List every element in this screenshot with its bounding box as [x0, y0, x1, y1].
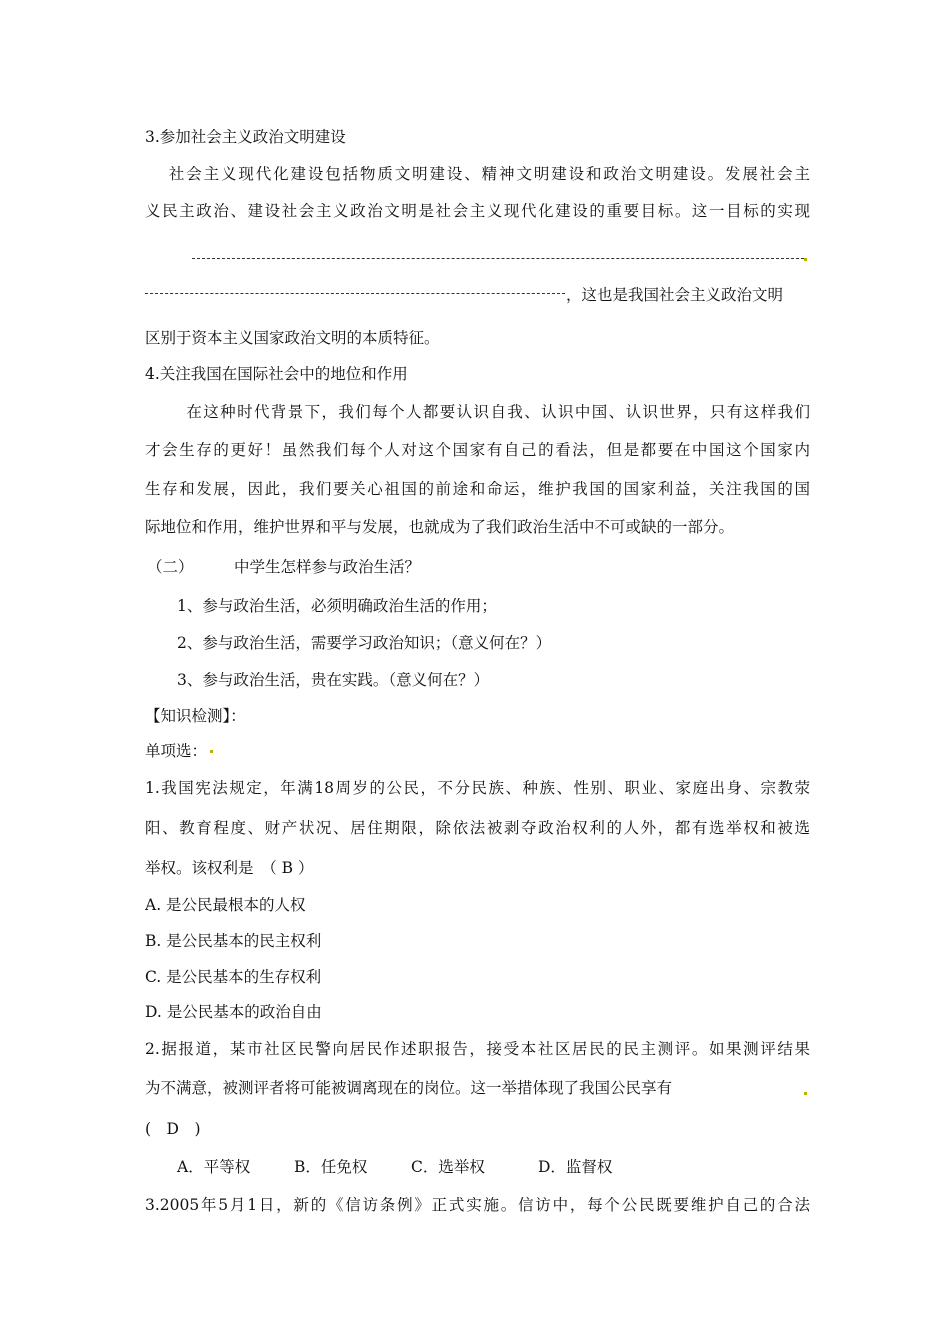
q3-line1: 3.2005年5月1日，新的《信访条例》正式实施。信访中，每个公民既要维护自己的合法	[145, 1196, 810, 1214]
q1-line1: 1.我国宪法规定，年满18周岁的公民，不分民族、种族、性别、职业、家庭出身、宗教荥	[145, 779, 810, 797]
q2-line2: 为不满意，被测评者将可能被调离现在的岗位。这一举措体现了我国公民享有	[145, 1079, 673, 1097]
q2-option-d: D．监督权	[538, 1158, 613, 1176]
section3-para-line5: 区别于资本主义国家政治文明的本质特征。	[145, 329, 440, 347]
section4-para-line1-text: 在这种时代背景下，我们每个人都要认识自我、认识中国、认识世界，只有这样我们	[185, 403, 810, 421]
q2-line1: 2.据报道，某市社区民警向居民作述职报告，接受本社区居民的民主测评。如果测评结果	[145, 1040, 810, 1058]
section4-heading: 4.关注我国在国际社会中的地位和作用	[145, 365, 408, 383]
marker-dot	[804, 258, 807, 261]
q1-option-d: D. 是公民基本的政治自由	[145, 1003, 322, 1021]
part2-item-1: 1、参与政治生活，必须明确政治生活的作用；	[177, 597, 497, 615]
q1-line2: 阳、教育程度、财产状况、居住期限，除依法被剥夺政治权利的人外，都有选举权和被选	[145, 819, 810, 837]
part2-label: （二）	[147, 558, 194, 576]
section4-para-line2: 才会生存的更好！虽然我们每个人对这个国家有自己的看法，但是都要在中国这个国家内	[145, 441, 810, 459]
part2-item-3: 3、参与政治生活，贵在实践。（意义何在？）	[177, 671, 490, 689]
q1-option-b: B. 是公民基本的民主权利	[145, 932, 322, 950]
q2-option-a: A．平等权	[177, 1158, 251, 1176]
q1-option-a: A. 是公民最根本的人权	[145, 896, 306, 914]
part2-item-2: 2、参与政治生活，需要学习政治知识；（意义何在？）	[177, 634, 552, 652]
fill-blank-line-2	[145, 293, 565, 294]
section3-para-line4-tail: ，这也是我国社会主义政治文明	[566, 286, 784, 304]
section3-heading: 3.参加社会主义政治文明建设	[145, 128, 346, 146]
section3-para-line1-text: 社会主义现代化建设包括物质文明建设、精神文明建设和政治文明建设。发展社会主	[167, 165, 810, 183]
marker-dot	[210, 750, 213, 753]
check-heading: 【知识检测】：	[145, 707, 246, 725]
part2-title: 中学生怎样参与政治生活？	[234, 558, 421, 576]
section4-para-line4: 际地位和作用，维护世界和平与发展，也就成为了我们政治生活中不可或缺的一部分。	[145, 518, 735, 536]
single-choice-label: 单项选：	[145, 742, 208, 760]
fill-blank-line-1	[192, 258, 804, 259]
marker-dot	[804, 1092, 807, 1095]
section3-para-line2: 义民主政治、建设社会主义政治文明是社会主义现代化建设的重要目标。这一目标的实现	[145, 202, 810, 220]
section4-para-line3: 生存和发展，因此，我们要关心祖国的前途和命运，维护我国的国家利益，关注我国的国	[145, 480, 810, 498]
q2-option-c: C．选举权	[411, 1158, 485, 1176]
q2-option-b: B．任免权	[294, 1158, 368, 1176]
q2-answer: ( D )	[145, 1120, 201, 1138]
section3-para-line1	[145, 164, 810, 184]
q1-option-c: C. 是公民基本的生存权利	[145, 968, 322, 986]
q1-line3: 举权。该权利是 （ B ）	[145, 859, 314, 877]
section4-para-line1	[145, 402, 810, 422]
